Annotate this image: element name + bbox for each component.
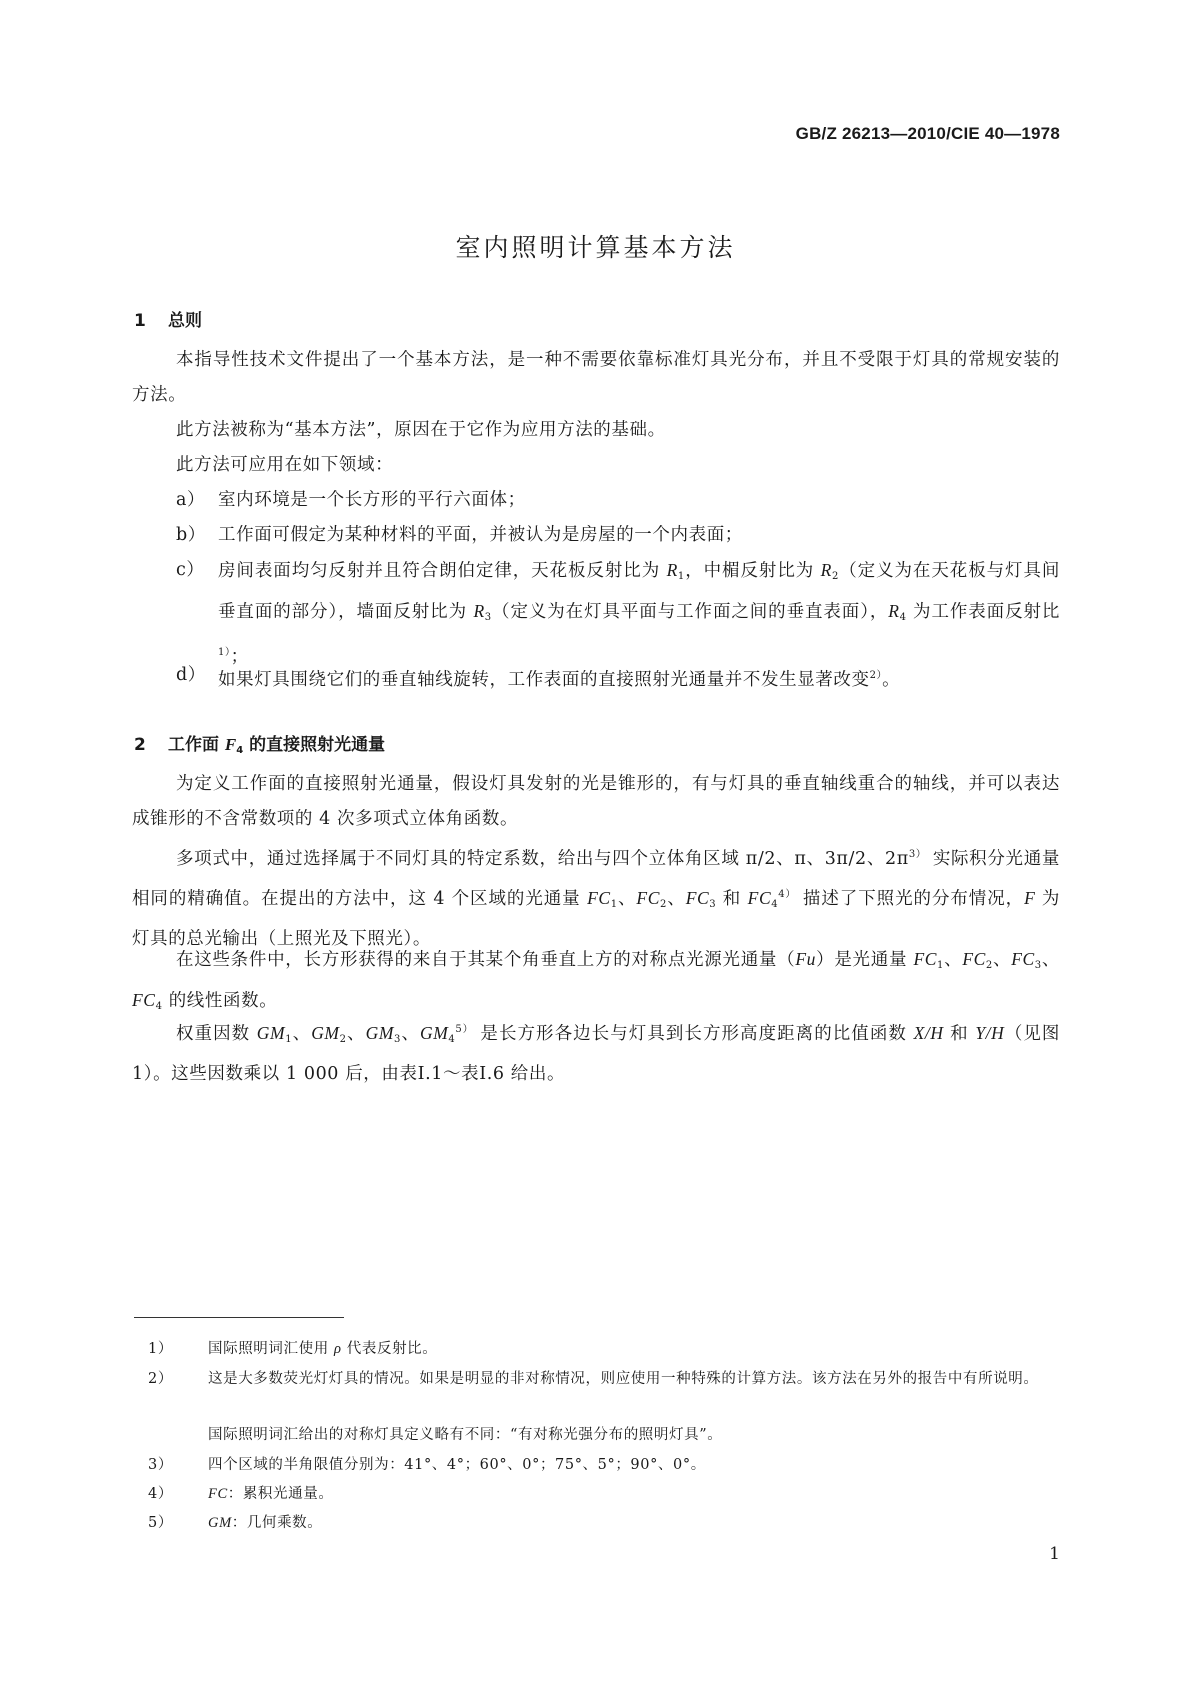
list-text: 室内环境是一个长方形的平行六面体； bbox=[218, 490, 526, 510]
section-2-heading bbox=[134, 730, 385, 756]
section-1-heading bbox=[134, 306, 202, 331]
list-marker: c） bbox=[176, 560, 205, 580]
list-item bbox=[176, 553, 1060, 675]
paragraph: 此方法可应用在如下领域： bbox=[176, 455, 394, 475]
variable: R bbox=[888, 601, 900, 621]
section-number: 2 bbox=[134, 735, 146, 755]
footnote-ref: 2） bbox=[869, 670, 883, 681]
section-title: 工作面 $F_4$ 的直接照射光通量 bbox=[168, 735, 386, 756]
list-marker: d） bbox=[176, 665, 206, 685]
paragraph: 权重因数 $GM_1$、$GM_2$、$GM_3$、$GM_4^{5)}$ 是长方形各边长与灯具到长方形高度距离的比值函数 X/H 和 Y/H（见图 1）。这些因数乘以 1 000 后，由表Ⅰ.1～表Ⅰ.6 给出。 bbox=[132, 1023, 1061, 1084]
footnote: 5） GM：几何乘数。 bbox=[148, 1510, 1060, 1536]
footnote-separator bbox=[134, 1317, 344, 1318]
footnote: 4） FC：累积光通量。 bbox=[148, 1481, 1060, 1507]
footnote-marker: 1） bbox=[148, 1341, 173, 1357]
document-title: 室内照明计算基本方法 bbox=[455, 233, 736, 262]
section-title: 总则 bbox=[168, 311, 202, 331]
footnote-marker: 5） bbox=[148, 1515, 173, 1531]
paragraph: 多项式中，通过选择属于不同灯具的特定系数，给出与四个立体角区域 π/2、π、3π/2、$2\pi^{3)}$ 实际积分光通量相同的精确值。在提出的方法中，这 4 个区域的光通量 $FC_1$、$FC_2$、$FC_3$ 和 $FC_4^{4)}$ 描述了下照光的分布情况，F 为灯具的总光输出（上照光及下照光）。 bbox=[132, 849, 1060, 949]
paragraph: 为定义工作面的直接照射光通量，假设灯具发射的光是锥形的，有与灯具的垂直轴线重合的轴线，并可以表达成锥形的不含常数项的 4 次多项式立体角函数。 bbox=[132, 774, 1060, 829]
section-number: 1 bbox=[134, 311, 146, 331]
paragraph: 本指导性技术文件提出了一个基本方法，是一种不需要依靠标准灯具光分布，并且不受限于灯具的常规安装的方法。 bbox=[132, 350, 1060, 405]
paragraph: 在这些条件中，长方形获得的来自于其某个角垂直上方的对称点光源光通量（Fu）是光通量 $FC_1$、$FC_2$、$FC_3$、$FC_4$ 的线性函数。 bbox=[132, 949, 1060, 1012]
footnote-ref: 1） bbox=[218, 647, 231, 658]
footnote-ref: 3） bbox=[908, 849, 927, 860]
variable: R bbox=[473, 601, 485, 621]
list-text: 房间表面均匀反射并且符合朗伯定律，天花板反射比为 $R_1$，中楣反射比为 $R_2$（定义为在天花板与灯具间垂直面的部分），墙面反射比为 $R_3$（定义为在灯具平面与工作面之间的垂直表面），$R_4$ 为工作表面反射比$^{1)}$； bbox=[218, 560, 1061, 667]
footnote-marker: 2） bbox=[148, 1371, 173, 1387]
standard-code: GB/Z 26213—2010/CIE 40—1978 bbox=[795, 124, 1060, 143]
list-text: 如果灯具围绕它们的垂直轴线旋转，工作表面的直接照射光通量并不发生显著改变$^{2)}$。 bbox=[218, 670, 901, 690]
footnote: 3） 四个区域的半角限值分别为：41°、4°；60°、0°；75°、5°；90°、0°。 bbox=[148, 1452, 1060, 1478]
footnote-marker: 3） bbox=[148, 1457, 173, 1473]
footnote-ref: 5） bbox=[455, 1024, 474, 1035]
footnote: 国际照明词汇给出的对称灯具定义略有不同：“有对称光强分布的照明灯具”。 bbox=[208, 1427, 723, 1443]
list-marker: a） bbox=[176, 490, 206, 510]
footnote: 2） 这是大多数荧光灯灯具的情况。如果是明显的非对称情况，则应使用一种特殊的计算方法。该方法在另外的报告中有所说明。 bbox=[148, 1366, 1060, 1392]
variable: R bbox=[666, 560, 678, 580]
list-text: 工作面可假定为某种材料的平面，并被认为是房屋的一个内表面； bbox=[218, 525, 743, 545]
footnote-marker: 4） bbox=[148, 1486, 173, 1502]
list-item bbox=[176, 483, 1060, 518]
paragraph: 此方法被称为“基本方法”，原因在于它作为应用方法的基础。 bbox=[176, 420, 666, 440]
list-item bbox=[176, 658, 1060, 698]
list-marker: b） bbox=[176, 525, 206, 545]
variable: R bbox=[820, 560, 832, 580]
footnote-ref: 4） bbox=[778, 889, 797, 900]
list-item bbox=[176, 518, 1060, 553]
page-number: 1 bbox=[1049, 1544, 1060, 1564]
footnote: 1） 国际照明词汇使用 ρ 代表反射比。 bbox=[148, 1336, 1060, 1362]
